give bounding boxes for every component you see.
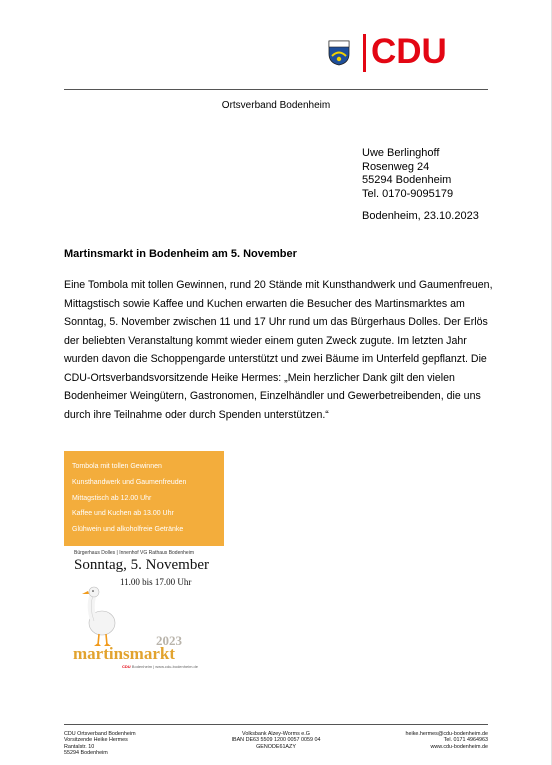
flyer-line: Mittagstisch ab 12.00 Uhr	[72, 495, 152, 502]
footer-website: www.cdu-bodenheim.de	[430, 743, 488, 750]
flyer-venue: Bürgerhaus Dolles | Innenhof VG Rathaus Bodenheim	[74, 550, 194, 556]
body-text	[64, 276, 504, 424]
sender-street: Rosenweg 24	[362, 160, 430, 173]
header-rule	[64, 89, 488, 90]
footer-line: CDU Ortsverband Bodenheim	[64, 731, 136, 737]
cdu-wordmark: CDU	[371, 32, 447, 71]
flyer-line: Kunsthandwerk und Gaumenfreuden	[72, 479, 187, 486]
footer-rule	[64, 724, 488, 725]
footer-line: Volksbank Alzey-Worms e.G	[242, 731, 310, 737]
flyer-line: Kaffee und Kuchen ab 13.00 Uhr	[72, 510, 174, 517]
footer-line: Rantalstr. 10	[64, 743, 95, 750]
sender-phone: Tel. 0170-9095179	[362, 187, 454, 200]
event-flyer	[64, 451, 224, 673]
flyer-orange-panel	[64, 451, 224, 546]
flyer-line: Glühwein und alkoholfreie Getränke	[72, 526, 184, 533]
cdu-logo	[328, 34, 470, 72]
flyer-year: 2023	[156, 633, 182, 648]
footer-line: 55294 Bodenheim	[64, 750, 108, 757]
flyer-brand: martinsmarkt	[73, 644, 175, 663]
letter-date: Bodenheim, 23.10.2023	[362, 210, 479, 222]
flyer-foot-party: CDU	[122, 664, 131, 669]
flyer-line: Tombola mit tollen Gewinnen	[72, 463, 162, 470]
footer-phone: Tel. 0171 4964963	[443, 737, 488, 744]
footer-left	[64, 731, 136, 757]
headline: Martinsmarkt in Bodenheim am 5. November	[64, 248, 297, 260]
crest-icon	[328, 40, 350, 66]
footer-center	[200, 731, 352, 750]
logo-divider	[363, 34, 366, 72]
flyer-foot-text: Bodenheim | www.cdu-bodenheim.de	[131, 664, 198, 669]
body-paragraph: Eine Tombola mit tollen Gewinnen, rund 20 Stände mit Kunsthandwerk und Gaumenfreuen, Mittagstisch sowie Kaffee und Kuchen erwarten die Besucher des Martinsmarktes am Sonntag, 5. November zwischen 11 und 17 Uhr rund um das Bürgerhaus Dolles. Der Erlös der beliebten Veranstaltung kommt wieder einem guten Zweck zugute. Im letzten Jahr wurden davon die Schoppengarde unterstützt und zwei Bäume im Unterfeld gepflanzt. Die CDU-Ortsverbandsvorsitzende Heike Hermes: „Mein herzlicher Dank gilt den vielen Bodenheimer Weingütern, Gastronomen, Einzelhändler und Gewerbetreibenden, die uns durch ihre Teilnahme oder durch Spenden unterstützen.“	[64, 279, 493, 421]
footer-right	[406, 731, 489, 750]
goose-icon	[80, 581, 116, 651]
footer-email: heike.hermes@cdu-bodenheim.de	[405, 731, 488, 737]
ortsverband-label: Ortsverband Bodenheim	[221, 100, 331, 111]
sender-address	[362, 147, 453, 201]
footer-line: GENODE61AZY	[256, 743, 296, 750]
sender-city: 55294 Bodenheim	[362, 174, 452, 186]
flyer-footer	[122, 664, 198, 669]
footer-line: Vorsitzende Heike Hermes	[64, 737, 128, 744]
footer-line: IBAN DE63 5509 1200 0057 0059 04	[231, 737, 321, 744]
flyer-time: 11.00 bis 17.00 Uhr	[120, 577, 192, 587]
sender-name: Uwe Berlinghoff	[362, 147, 440, 159]
flyer-date: Sonntag, 5. November	[74, 557, 209, 573]
